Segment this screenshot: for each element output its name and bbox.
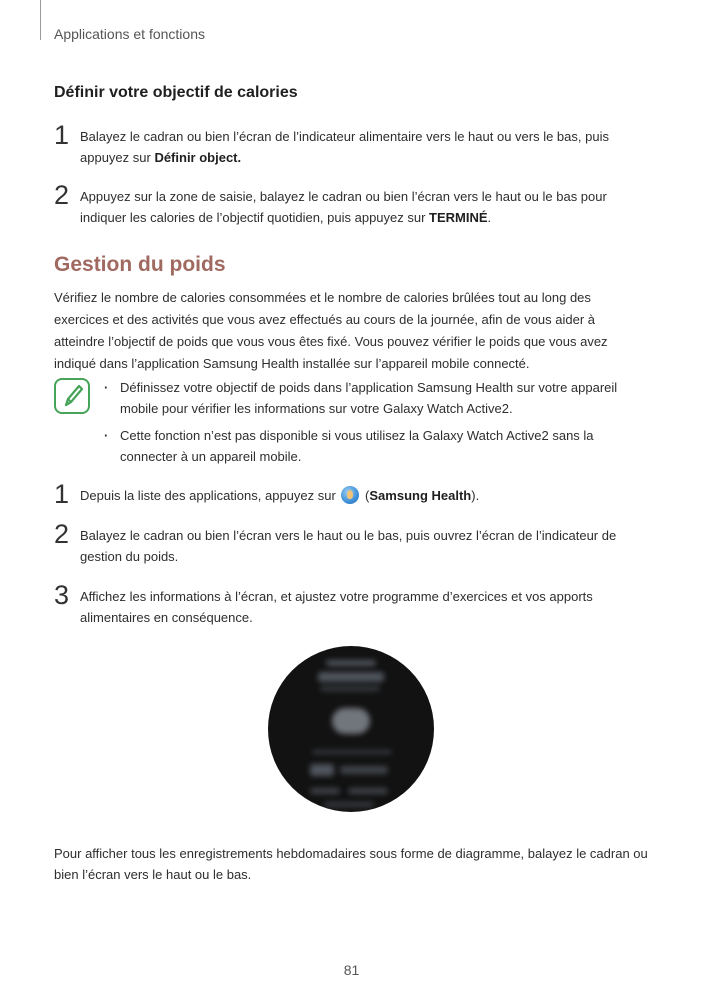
weight-title: Gestion du poids bbox=[54, 253, 226, 276]
step-number: 1 bbox=[54, 120, 70, 150]
note-list bbox=[104, 377, 644, 473]
watch-screen-image bbox=[268, 646, 434, 812]
weight-intro: Vérifiez le nombre de calories consommées et le nombre de calories brûlées tout au long des exercices et des activités que vous avez effectués au cours de la journée, afin de vous aider à atteindre l’objectif de poids que vous vous êtes fixé. Vous pouvez vérifier le poids que vous avez indiqué dans l’application Samsung Health installée sur l’appareil mobile connecté. bbox=[54, 290, 608, 371]
calories-step-1: 1 Balayez le cadran ou bien l’écran de l’indicateur alimentaire vers le haut ou vers le bas, puis appuyez sur Définir object. bbox=[54, 120, 609, 165]
step-number: 2 bbox=[54, 519, 70, 549]
define-object-label: Définir object. bbox=[154, 150, 242, 165]
step-number: 1 bbox=[54, 479, 70, 509]
step-number: 2 bbox=[54, 180, 70, 210]
weight-step-3: 3 Affichez les informations à l’écran, et ajustez votre programme d’exercices et vos apports alimentaires en conséquence. bbox=[54, 580, 593, 625]
weight-step-1: 1 Depuis la liste des applications, appuyez sur (Samsung Health). bbox=[54, 479, 480, 509]
page-number: 81 bbox=[343, 962, 360, 978]
note-pencil-icon bbox=[54, 378, 90, 414]
calories-step-2: 2 Appuyez sur la zone de saisie, balayez le cadran ou bien l’écran vers le haut ou le bas pour indiquer les calories de l’objectif quotidien, puis appuyez sur TERMINÉ. bbox=[54, 180, 607, 225]
note-item: · Définissez votre objectif de poids dans l’application Samsung Health sur votre appareil mobile pour vérifier les informations sur votre Galaxy Watch Active2. bbox=[104, 377, 644, 419]
samsung-health-label: Samsung Health bbox=[369, 488, 472, 503]
samsung-health-icon bbox=[341, 486, 359, 504]
header-rule bbox=[40, 0, 41, 40]
weight-step-2: 2 Balayez le cadran ou bien l’écran vers le haut ou le bas, puis ouvrez l’écran de l’indicateur de gestion du poids. bbox=[54, 519, 617, 564]
calories-title: Définir votre objectif de calories bbox=[54, 84, 298, 101]
section-header: Applications et fonctions bbox=[54, 26, 205, 42]
termine-label: TERMINÉ bbox=[429, 210, 488, 225]
note-item: · Cette fonction n’est pas disponible si vous utilisez la Galaxy Watch Active2 sans la connecter à un appareil mobile. bbox=[104, 425, 644, 467]
weight-outro: Pour afficher tous les enregistrements hebdomadaires sous forme de diagramme, balayez le cadran ou bien l’écran vers le haut ou le bas. bbox=[54, 846, 648, 882]
step-number: 3 bbox=[54, 580, 70, 610]
